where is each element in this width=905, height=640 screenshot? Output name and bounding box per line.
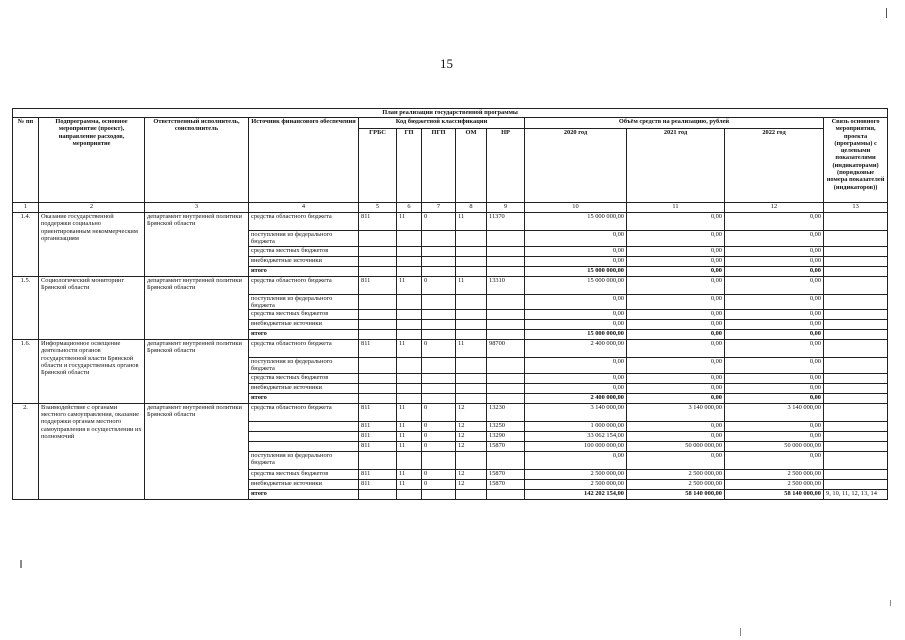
header-pgp: ПГП [422, 129, 456, 203]
code-gp [397, 373, 422, 383]
code-gp [397, 330, 422, 340]
amount-2020: 0,00 [525, 256, 627, 266]
amount-2021: 50 000 000,00 [627, 441, 725, 451]
indicator-link [824, 340, 888, 358]
code-pgp: 0 [422, 431, 456, 441]
amount-2020: 15 000 000,00 [525, 330, 627, 340]
amount-2022: 3 140 000,00 [725, 403, 824, 421]
table-caption: План реализации государственной программы [13, 109, 888, 118]
code-grbs [359, 256, 397, 266]
amount-2020: 2 400 000,00 [525, 340, 627, 358]
funding-source [249, 441, 359, 451]
table-row [13, 403, 888, 421]
code-om [456, 320, 487, 330]
amount-2020: 0,00 [525, 246, 627, 256]
row-number: 1.4. [13, 213, 39, 277]
scan-mark [886, 8, 887, 18]
code-pgp: 0 [422, 213, 456, 231]
code-om: 12 [456, 479, 487, 489]
scan-mark [20, 560, 22, 568]
column-number: 12 [725, 203, 824, 213]
code-pgp [422, 489, 456, 499]
code-grbs: 811 [359, 340, 397, 358]
code-pgp: 0 [422, 421, 456, 431]
page-number: 15 [440, 56, 453, 71]
code-np [487, 320, 525, 330]
indicator-link [824, 213, 888, 231]
amount-2022: 0,00 [725, 310, 824, 320]
header-budget-code: Код бюджетной классификации [359, 118, 525, 129]
amount-2021: 0,00 [627, 330, 725, 340]
indicator-link [824, 441, 888, 451]
amount-2020: 15 000 000,00 [525, 276, 627, 294]
code-gp: 11 [397, 421, 422, 431]
amount-2021: 0,00 [627, 256, 725, 266]
activity-name: Взаимодействие с органами местного самоуправления, оказание поддержки органам местного самоуправления в осуществлении их полномочий [39, 403, 145, 499]
code-om [456, 489, 487, 499]
code-om: 12 [456, 441, 487, 451]
indicator-link [824, 320, 888, 330]
amount-2022: 0,00 [725, 383, 824, 393]
code-gp: 11 [397, 469, 422, 479]
funding-source: внебюджетные источники [249, 383, 359, 393]
amount-2021: 0,00 [627, 231, 725, 247]
amount-2022: 0,00 [725, 276, 824, 294]
responsible-executor: департамент внутренней политики Брянской области [145, 213, 249, 277]
table-row [13, 340, 888, 358]
code-om: 12 [456, 421, 487, 431]
code-grbs [359, 358, 397, 374]
code-grbs: 811 [359, 431, 397, 441]
amount-2021: 2 500 000,00 [627, 469, 725, 479]
indicator-link [824, 246, 888, 256]
code-pgp [422, 358, 456, 374]
amount-2022: 50 000 000,00 [725, 441, 824, 451]
row-number: 2. [13, 403, 39, 499]
code-om [456, 266, 487, 276]
code-gp: 11 [397, 213, 422, 231]
table-body [13, 213, 888, 500]
amount-2021: 0,00 [627, 276, 725, 294]
activity-name: Социологический мониторинг Брянской области [39, 276, 145, 340]
amount-2022: 58 140 000,00 [725, 489, 824, 499]
funding-source: средства местных бюджетов [249, 246, 359, 256]
indicator-link [824, 276, 888, 294]
code-grbs [359, 393, 397, 403]
activity-name: Информационное освещение деятельности органов государственной власти Брянской области и государственных органов Брянской области [39, 340, 145, 404]
indicator-link [824, 469, 888, 479]
code-gp [397, 246, 422, 256]
funding-source: средства местных бюджетов [249, 469, 359, 479]
indicator-link [824, 421, 888, 431]
funding-source: итого [249, 330, 359, 340]
indicator-link [824, 330, 888, 340]
activity-name: Оказание государственной поддержки социально ориентированным некоммерческим организациям [39, 213, 145, 277]
funding-source: средства областного бюджета [249, 213, 359, 231]
code-pgp [422, 451, 456, 469]
amount-2022: 0,00 [725, 431, 824, 441]
code-pgp [422, 266, 456, 276]
amount-2020: 33 062 154,00 [525, 431, 627, 441]
code-np [487, 358, 525, 374]
amount-2022: 0,00 [725, 330, 824, 340]
amount-2022: 0,00 [725, 266, 824, 276]
amount-2020: 0,00 [525, 358, 627, 374]
column-number: 4 [249, 203, 359, 213]
amount-2022: 0,00 [725, 358, 824, 374]
indicator-link: 9, 10, 11, 12, 13, 14 [824, 489, 888, 499]
indicator-link [824, 479, 888, 489]
amount-2021: 0,00 [627, 266, 725, 276]
code-np [487, 373, 525, 383]
code-om [456, 246, 487, 256]
funding-source: итого [249, 393, 359, 403]
header-num: № пп [13, 118, 39, 203]
code-om: 12 [456, 469, 487, 479]
code-gp [397, 294, 422, 310]
header-2020: 2020 год [525, 129, 627, 203]
funding-source: итого [249, 266, 359, 276]
scan-mark [890, 600, 891, 606]
amount-2022: 0,00 [725, 451, 824, 469]
code-gp [397, 310, 422, 320]
code-grbs: 811 [359, 213, 397, 231]
code-np [487, 256, 525, 266]
amount-2021: 2 500 000,00 [627, 479, 725, 489]
code-om [456, 231, 487, 247]
code-grbs: 811 [359, 479, 397, 489]
header-volume: Объём средств на реализацию, рублей [525, 118, 824, 129]
indicator-link [824, 310, 888, 320]
header-om: ОМ [456, 129, 487, 203]
code-grbs [359, 266, 397, 276]
code-grbs [359, 231, 397, 247]
code-grbs [359, 451, 397, 469]
header-grbs: ГРБС [359, 129, 397, 203]
amount-2020: 2 500 000,00 [525, 469, 627, 479]
code-om: 12 [456, 431, 487, 441]
amount-2022: 0,00 [725, 213, 824, 231]
code-gp: 11 [397, 340, 422, 358]
code-grbs [359, 310, 397, 320]
funding-source [249, 421, 359, 431]
code-np: 15870 [487, 441, 525, 451]
amount-2021: 3 140 000,00 [627, 403, 725, 421]
amount-2021: 0,00 [627, 246, 725, 256]
code-gp: 11 [397, 431, 422, 441]
indicator-link [824, 383, 888, 393]
column-number: 5 [359, 203, 397, 213]
code-pgp [422, 246, 456, 256]
funding-source: итого [249, 489, 359, 499]
indicator-link [824, 294, 888, 310]
funding-source: поступления из федерального бюджета [249, 231, 359, 247]
code-grbs: 811 [359, 403, 397, 421]
funding-source: внебюджетные источники [249, 256, 359, 266]
amount-2021: 58 140 000,00 [627, 489, 725, 499]
header-subprogram: Подпрограмма, основное мероприятие (проект), направление расходов, мероприятие [39, 118, 145, 203]
amount-2020: 0,00 [525, 320, 627, 330]
column-number: 6 [397, 203, 422, 213]
code-pgp [422, 256, 456, 266]
indicator-link [824, 256, 888, 266]
indicator-link [824, 358, 888, 374]
code-gp: 11 [397, 276, 422, 294]
table-row [13, 276, 888, 294]
indicator-link [824, 373, 888, 383]
code-np: 13290 [487, 431, 525, 441]
code-grbs [359, 330, 397, 340]
code-gp: 11 [397, 403, 422, 421]
amount-2020: 15 000 000,00 [525, 213, 627, 231]
code-gp [397, 393, 422, 403]
column-number-row [13, 203, 888, 213]
amount-2022: 0,00 [725, 256, 824, 266]
code-gp [397, 451, 422, 469]
code-gp: 11 [397, 479, 422, 489]
code-pgp: 0 [422, 276, 456, 294]
column-number: 10 [525, 203, 627, 213]
code-pgp [422, 383, 456, 393]
header-2021: 2021 год [627, 129, 725, 203]
code-grbs: 811 [359, 441, 397, 451]
code-np [487, 294, 525, 310]
code-gp: 11 [397, 441, 422, 451]
code-om [456, 256, 487, 266]
amount-2020: 0,00 [525, 383, 627, 393]
amount-2020: 15 000 000,00 [525, 266, 627, 276]
funding-source: средства областного бюджета [249, 340, 359, 358]
code-pgp: 0 [422, 479, 456, 489]
amount-2022: 0,00 [725, 340, 824, 358]
code-om: 11 [456, 276, 487, 294]
code-pgp: 0 [422, 340, 456, 358]
amount-2021: 0,00 [627, 383, 725, 393]
code-np [487, 451, 525, 469]
funding-source: внебюджетные источники [249, 479, 359, 489]
code-gp [397, 231, 422, 247]
code-np [487, 310, 525, 320]
code-np [487, 330, 525, 340]
funding-source: средства местных бюджетов [249, 373, 359, 383]
code-om: 11 [456, 340, 487, 358]
amount-2021: 0,00 [627, 294, 725, 310]
column-number: 2 [39, 203, 145, 213]
column-number: 3 [145, 203, 249, 213]
header-2022: 2022 год [725, 129, 824, 203]
code-gp [397, 489, 422, 499]
funding-source: поступления из федерального бюджета [249, 358, 359, 374]
amount-2020: 0,00 [525, 231, 627, 247]
responsible-executor: департамент внутренней политики Брянской области [145, 276, 249, 340]
code-grbs: 811 [359, 276, 397, 294]
code-grbs [359, 383, 397, 393]
amount-2021: 0,00 [627, 421, 725, 431]
code-pgp [422, 330, 456, 340]
amount-2022: 2 500 000,00 [725, 469, 824, 479]
amount-2021: 0,00 [627, 310, 725, 320]
column-number: 8 [456, 203, 487, 213]
code-pgp [422, 320, 456, 330]
funding-source: внебюджетные источники [249, 320, 359, 330]
code-om [456, 310, 487, 320]
amount-2020: 2 500 000,00 [525, 479, 627, 489]
header-indicator-link: Связь основного мероприятия, проекта (программы) с целевыми показателями (индикаторами) (порядковые номера показателей (индикаторов)) [824, 118, 888, 203]
code-np: 13310 [487, 276, 525, 294]
amount-2022: 0,00 [725, 294, 824, 310]
indicator-link [824, 231, 888, 247]
amount-2020: 3 140 000,00 [525, 403, 627, 421]
amount-2021: 0,00 [627, 373, 725, 383]
code-om [456, 393, 487, 403]
header-source: Источник финансового обеспечения [249, 118, 359, 203]
funding-source: средства местных бюджетов [249, 310, 359, 320]
code-np: 11370 [487, 213, 525, 231]
funding-source [249, 431, 359, 441]
column-number: 1 [13, 203, 39, 213]
header-np: НР [487, 129, 525, 203]
amount-2020: 0,00 [525, 310, 627, 320]
amount-2022: 0,00 [725, 393, 824, 403]
header-gp: ГП [397, 129, 422, 203]
code-grbs [359, 489, 397, 499]
code-pgp: 0 [422, 403, 456, 421]
code-gp [397, 358, 422, 374]
code-pgp: 0 [422, 469, 456, 479]
code-np [487, 489, 525, 499]
amount-2021: 0,00 [627, 320, 725, 330]
indicator-link [824, 393, 888, 403]
column-number: 9 [487, 203, 525, 213]
code-om: 12 [456, 403, 487, 421]
funding-source: поступления из федерального бюджета [249, 451, 359, 469]
code-grbs: 811 [359, 421, 397, 431]
code-gp [397, 256, 422, 266]
amount-2021: 0,00 [627, 213, 725, 231]
code-grbs [359, 294, 397, 310]
code-np: 13230 [487, 403, 525, 421]
code-pgp [422, 310, 456, 320]
indicator-link [824, 451, 888, 469]
column-number: 13 [824, 203, 888, 213]
code-pgp [422, 373, 456, 383]
amount-2022: 2 500 000,00 [725, 479, 824, 489]
code-om: 11 [456, 213, 487, 231]
code-grbs [359, 246, 397, 256]
code-om [456, 294, 487, 310]
code-pgp [422, 294, 456, 310]
code-np: 15870 [487, 469, 525, 479]
amount-2021: 0,00 [627, 358, 725, 374]
code-np [487, 393, 525, 403]
amount-2021: 0,00 [627, 393, 725, 403]
indicator-link [824, 403, 888, 421]
amount-2022: 0,00 [725, 421, 824, 431]
amount-2021: 0,00 [627, 451, 725, 469]
code-np [487, 231, 525, 247]
amount-2022: 0,00 [725, 246, 824, 256]
header-responsible: Ответственный исполнитель, соисполнитель [145, 118, 249, 203]
amount-2020: 0,00 [525, 373, 627, 383]
code-np [487, 383, 525, 393]
code-pgp [422, 231, 456, 247]
table-row [13, 213, 888, 231]
column-number: 7 [422, 203, 456, 213]
code-pgp [422, 393, 456, 403]
responsible-executor: департамент внутренней политики Брянской области [145, 403, 249, 499]
code-np: 15870 [487, 479, 525, 489]
amount-2020: 1 000 000,00 [525, 421, 627, 431]
amount-2020: 0,00 [525, 294, 627, 310]
code-pgp: 0 [422, 441, 456, 451]
amount-2020: 100 000 000,00 [525, 441, 627, 451]
scan-mark [740, 628, 741, 636]
code-np [487, 246, 525, 256]
row-number: 1.6. [13, 340, 39, 404]
plan-table [12, 108, 888, 500]
row-number: 1.5. [13, 276, 39, 340]
indicator-link [824, 266, 888, 276]
amount-2022: 0,00 [725, 373, 824, 383]
code-om [456, 451, 487, 469]
amount-2020: 142 202 154,00 [525, 489, 627, 499]
responsible-executor: департамент внутренней политики Брянской области [145, 340, 249, 404]
code-np [487, 266, 525, 276]
amount-2022: 0,00 [725, 231, 824, 247]
indicator-link [824, 431, 888, 441]
funding-source: средства областного бюджета [249, 403, 359, 421]
code-grbs [359, 373, 397, 383]
code-np: 13250 [487, 421, 525, 431]
code-gp [397, 266, 422, 276]
funding-source: поступления из федерального бюджета [249, 294, 359, 310]
amount-2021: 0,00 [627, 340, 725, 358]
funding-source: средства областного бюджета [249, 276, 359, 294]
code-grbs: 811 [359, 469, 397, 479]
code-grbs [359, 320, 397, 330]
column-number: 11 [627, 203, 725, 213]
code-om [456, 358, 487, 374]
code-np: 98700 [487, 340, 525, 358]
code-gp [397, 383, 422, 393]
amount-2022: 0,00 [725, 320, 824, 330]
amount-2021: 0,00 [627, 431, 725, 441]
code-om [456, 383, 487, 393]
code-om [456, 373, 487, 383]
amount-2020: 2 400 000,00 [525, 393, 627, 403]
amount-2020: 0,00 [525, 451, 627, 469]
code-gp [397, 320, 422, 330]
code-om [456, 330, 487, 340]
